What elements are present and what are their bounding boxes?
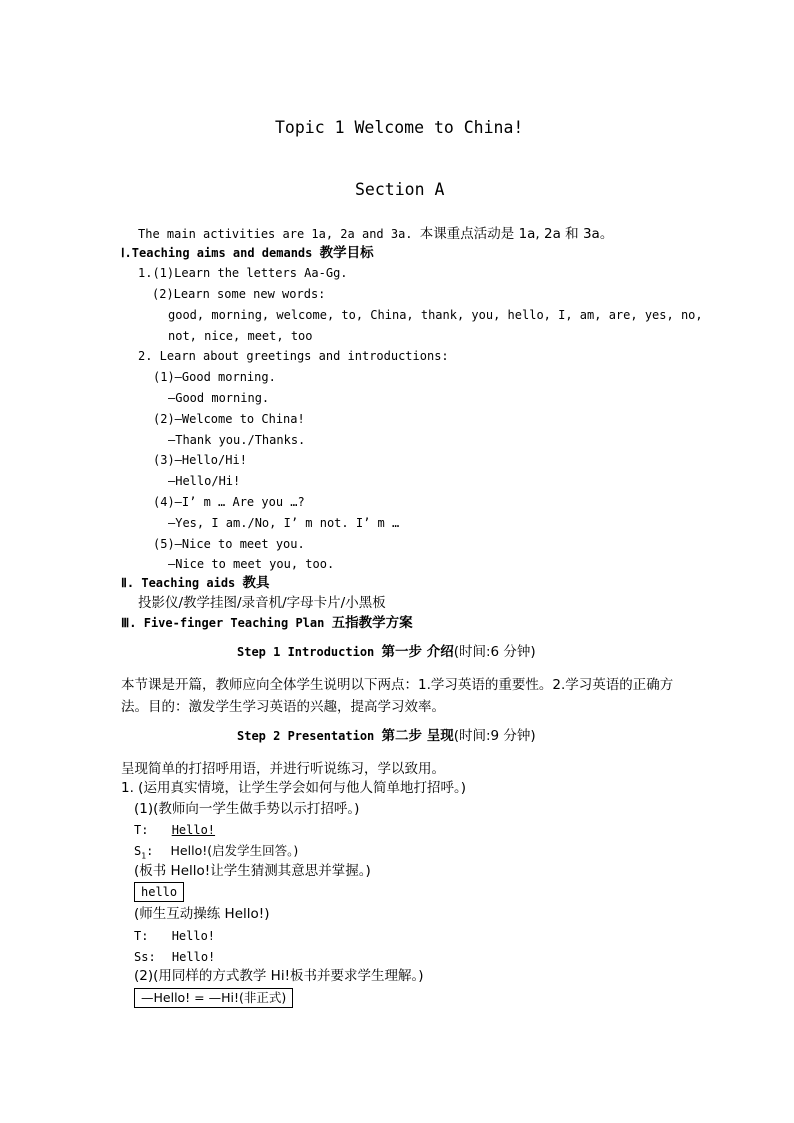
part1-heading-en: Ⅰ.Teaching aims and demands <box>121 246 313 260</box>
intro-line <box>138 226 613 242</box>
step1-paragraph: 本节课是开篇，教师应向全体学生说明以下两点：1.学习英语的重要性。2.学习英语的正确方法。目的：激发学生学习英语的兴趣，提高学习效率。 <box>121 677 674 715</box>
part1-heading <box>121 245 374 261</box>
aim-2: 2. Learn about greetings and introductions: <box>138 349 449 363</box>
dialog-2a: (2)—Welcome to China! <box>153 412 305 426</box>
aim-1-2: (2)Learn some new words: <box>152 287 326 301</box>
step2-cn: 第二步 呈现 <box>381 728 454 744</box>
speaker-student-sub: 1 <box>141 851 147 861</box>
part2-heading-cn: 教具 <box>242 575 270 591</box>
step2-item-1: 1. (运用真实情境，让学生学会如何与他人简单地打招呼。) <box>121 780 466 796</box>
student-line-1 <box>134 843 298 864</box>
speaker-students: Ss: <box>134 950 156 964</box>
speaker-teacher: T: <box>134 823 149 837</box>
part3-heading-en: Ⅲ. Five-finger Teaching Plan <box>121 616 325 630</box>
teacher-line-1 <box>134 822 215 838</box>
words-line-1: good, morning, welcome, to, China, thank, you, hello, I, am, are, yes, no, <box>168 308 703 322</box>
dialog-3a: (3)—Hello/Hi! <box>153 453 247 467</box>
students-utterance: Hello! <box>171 950 216 964</box>
part2-heading-en: Ⅱ. Teaching aids <box>121 576 236 590</box>
student-utterance: Hello!(启发学生回答。) <box>170 843 299 858</box>
part1-heading-cn: 教学目标 <box>319 245 374 261</box>
intro-cn: 本课重点活动是 1a, 2a 和 3a。 <box>419 226 614 242</box>
dialog-2b: —Thank you./Thanks. <box>168 433 306 447</box>
dialog-1b: —Good morning. <box>168 391 270 405</box>
speaker-teacher-2: T: <box>134 929 149 943</box>
step2-time: (时间:9 分钟) <box>453 728 536 744</box>
part3-heading <box>121 615 413 631</box>
dialog-3b: —Hello/Hi! <box>168 474 241 488</box>
students-line <box>134 949 215 965</box>
step1-heading <box>237 644 536 660</box>
dialog-4b: —Yes, I am./No, I’ m not. I’ m … <box>168 516 400 530</box>
board-note-1: (板书 Hello!让学生猜测其意思并掌握。) <box>134 863 371 879</box>
teaching-aids: 投影仪/教学挂图/录音机/字母卡片/小黑板 <box>138 595 386 611</box>
teacher-utterance-2: Hello! <box>171 929 216 943</box>
dialog-1a: (1)—Good morning. <box>153 370 276 384</box>
blackboard-box-1: hello <box>134 882 184 902</box>
words-line-2: not, nice, meet, too <box>168 329 313 343</box>
step2-item-1-1: (1)(教师向一学生做手势以示打招呼。) <box>134 801 360 817</box>
step1-en: Step 1 Introduction <box>237 645 375 659</box>
step1-cn: 第一步 介绍 <box>381 644 454 660</box>
aim-1-1: 1.(1)Learn the letters Aa-Gg. <box>138 266 348 280</box>
step2-item-1-2: (2)(用同样的方式教学 Hi!板书并要求学生理解。) <box>134 968 424 984</box>
step2-paragraph: 呈现简单的打招呼用语，并进行听说练习，学以致用。 <box>121 761 445 777</box>
speaker-student: S <box>134 844 142 858</box>
intro-en: The main activities are 1a, 2a and 3a. <box>138 227 413 241</box>
part2-heading <box>121 575 270 591</box>
step1-time: (时间:6 分钟) <box>453 644 536 660</box>
topic-title: Topic 1 Welcome to China! <box>275 118 524 137</box>
step2-heading <box>237 728 536 744</box>
dialog-4a: (4)—I’ m … Are you …? <box>153 495 305 509</box>
dialog-5a: (5)—Nice to meet you. <box>153 537 305 551</box>
teacher-line-2 <box>134 928 215 944</box>
teacher-utterance: Hello! <box>171 823 216 837</box>
part3-heading-cn: 五指教学方案 <box>331 615 413 631</box>
practice-note: (师生互动操练 Hello!) <box>134 906 270 922</box>
dialog-5b: —Nice to meet you, too. <box>168 557 335 571</box>
blackboard-box-2: —Hello! = —Hi!(非正式) <box>134 988 293 1008</box>
speaker-colon: : <box>146 844 154 858</box>
step2-en: Step 2 Presentation <box>237 729 375 743</box>
section-title: Section A <box>355 180 445 199</box>
